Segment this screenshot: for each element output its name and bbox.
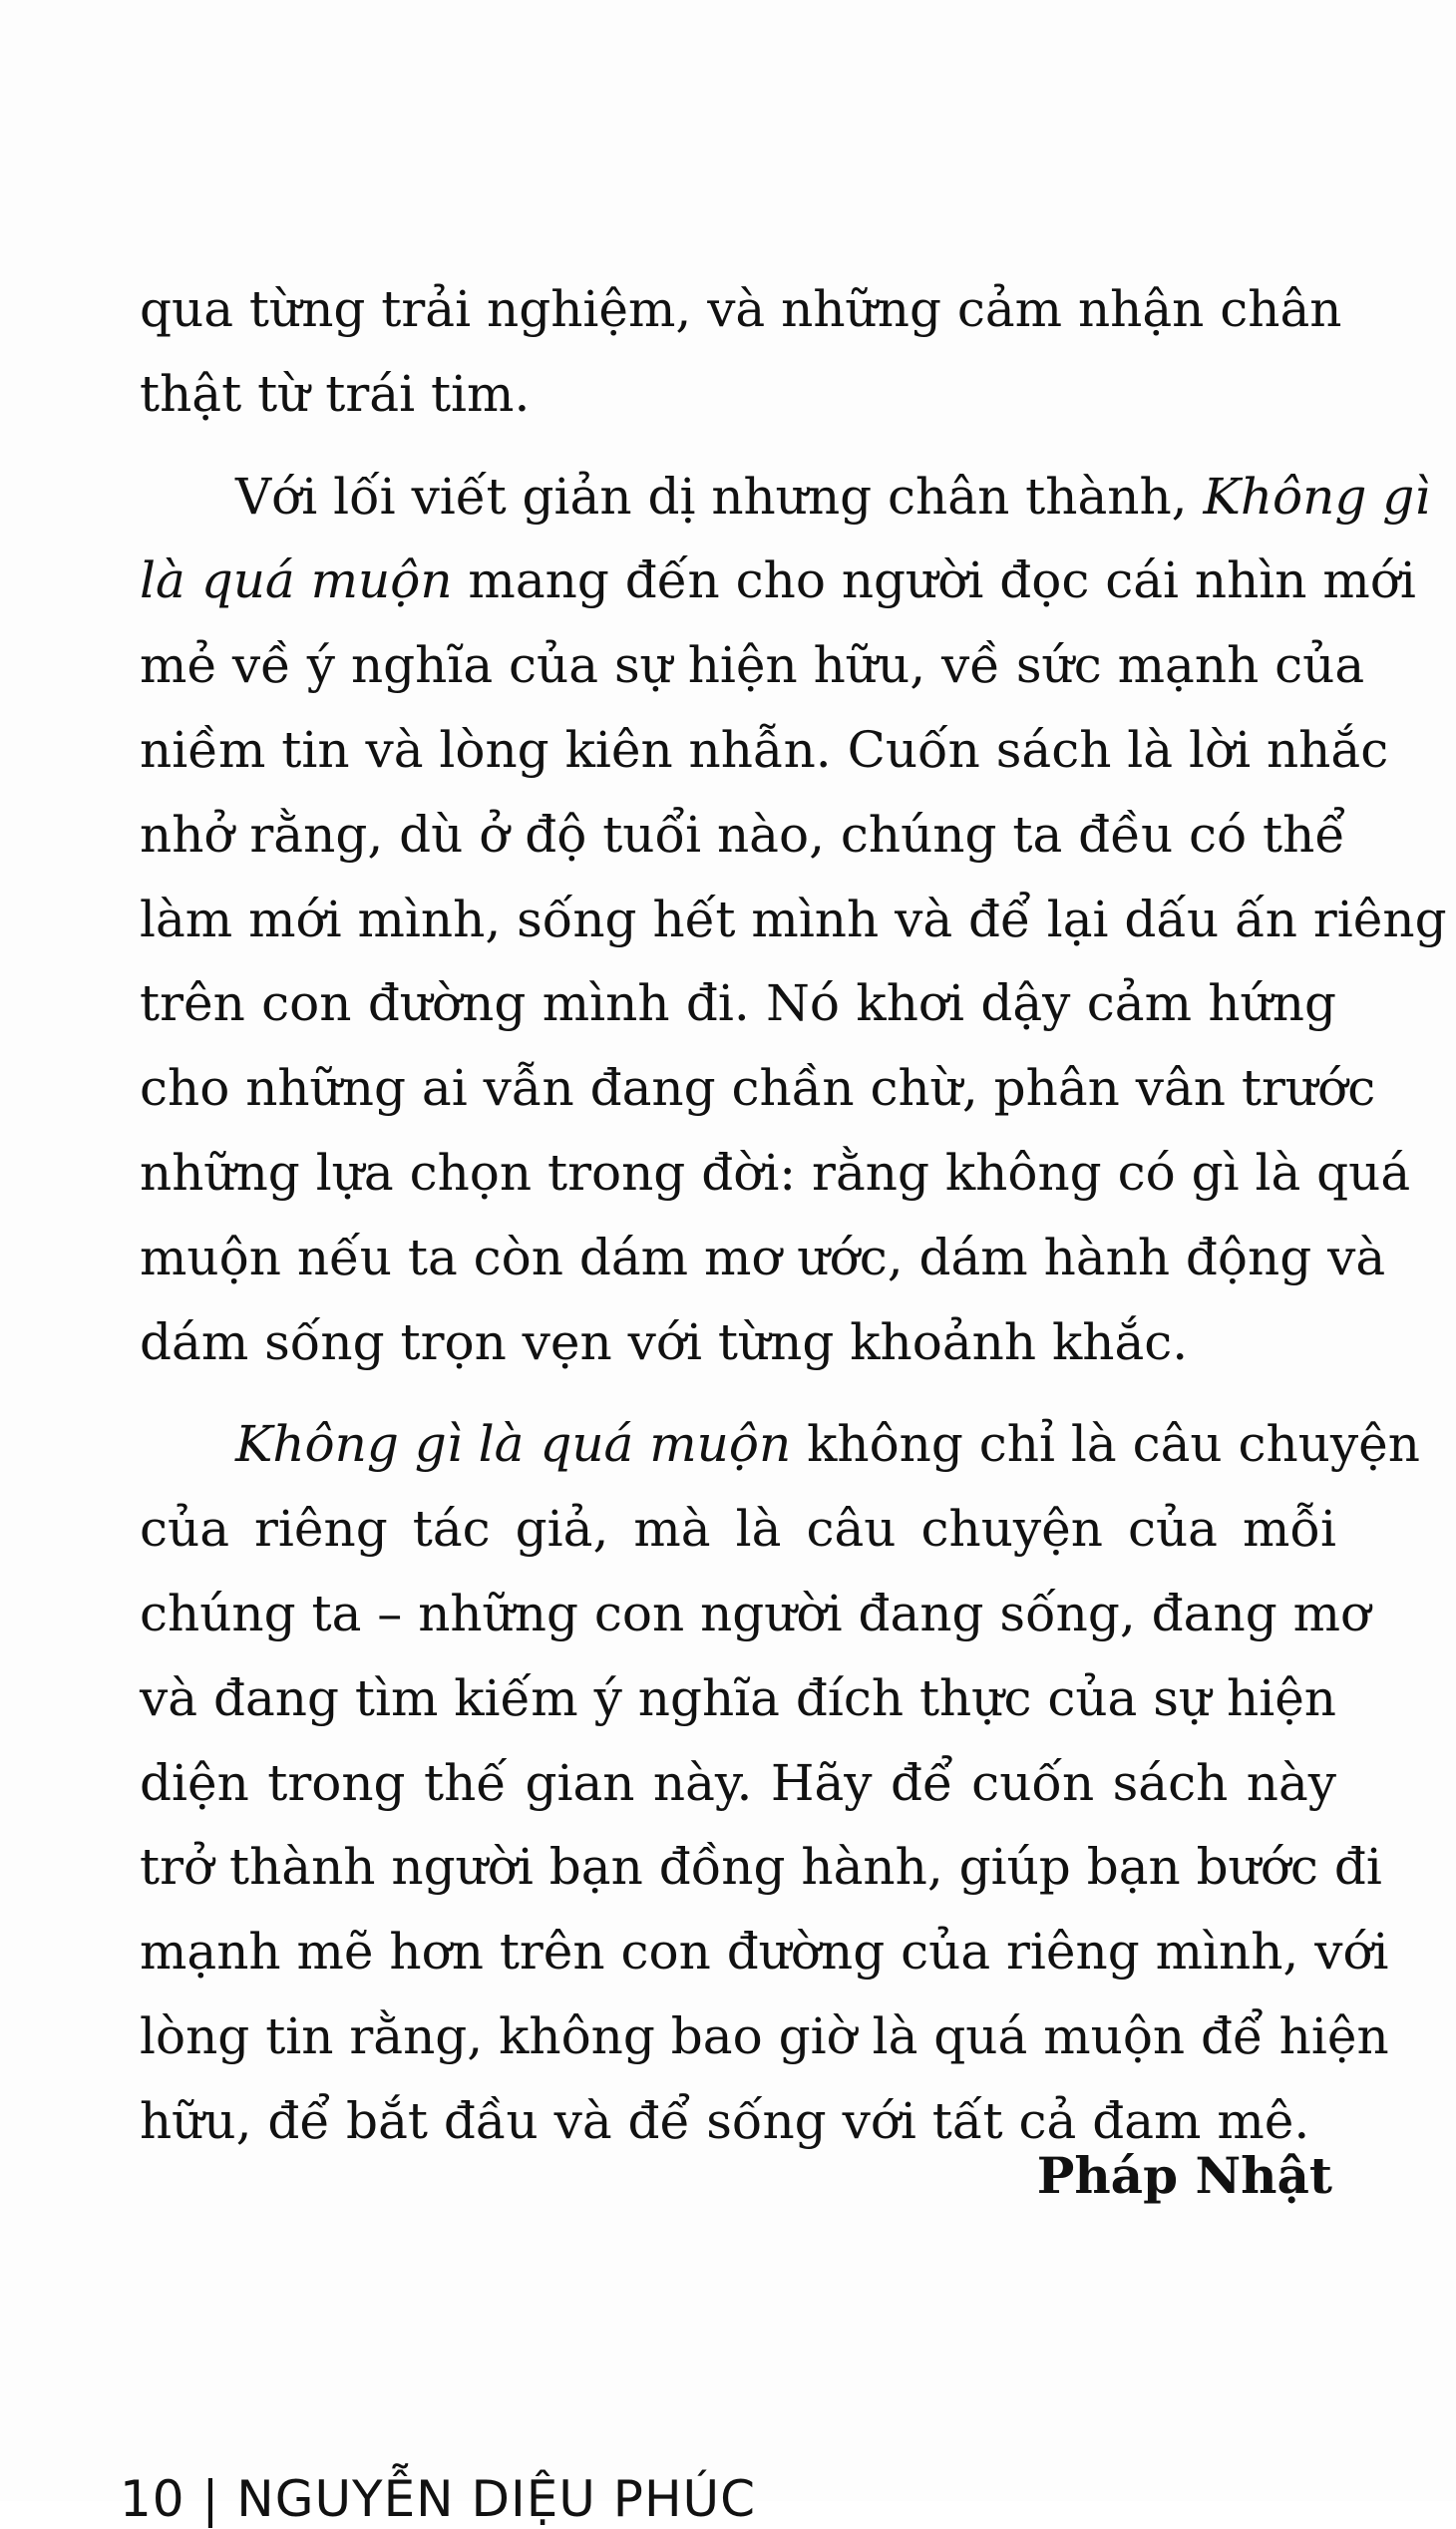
paragraph-spacer (140, 1384, 1336, 1402)
text-line (140, 539, 1416, 623)
text-line: cho những ai vẫn đang chần chừ, phân vân trước (140, 1059, 1376, 1118)
book-title-italic: Không gì (1203, 467, 1431, 526)
text-segment: mang đến cho người đọc cái nhìn mới (452, 551, 1416, 610)
text-line: diện trong thế gian này. Hãy để cuốn sách này (140, 1753, 1336, 1812)
book-title-italic: là quá muộn (140, 551, 453, 610)
text-line: mạnh mẽ hơn trên con đường của riêng mình, với (140, 1923, 1389, 1982)
paragraph-2 (140, 455, 1447, 1385)
page-number: 10 (120, 2470, 185, 2528)
text-segment: Với lối viết giản dị nhưng chân thành, (235, 467, 1204, 526)
text-line: muộn nếu ta còn dám mơ ước, dám hành động và (140, 1228, 1386, 1286)
text-line: qua từng trải nghiệm, và những cảm nhận chân (140, 280, 1342, 338)
author-signature: Pháp Nhật (1036, 2146, 1332, 2205)
text-line: hữu, để bắt đầu và để sống với tất cả đam mê. (140, 2091, 1310, 2150)
book-title-italic: Không gì là quá muộn (235, 1415, 792, 1474)
footer-separator: | (201, 2470, 220, 2528)
text-line: chúng ta – những con người đang sống, đang mơ (140, 1584, 1371, 1642)
text-line: thật từ trái tim. (140, 364, 531, 423)
text-line: trở thành người bạn đồng hành, giúp bạn bước đi (140, 1838, 1382, 1897)
paragraph-1 (140, 267, 1342, 437)
text-line: và đang tìm kiếm ý nghĩa đích thực của sự hiện (140, 1668, 1336, 1727)
text-segment: không chỉ là câu chuyện (791, 1415, 1420, 1474)
text-line: làm mới mình, sống hết mình và để lại dấu ấn riêng (140, 890, 1447, 948)
text-line: trên con đường mình đi. Nó khơi dậy cảm hứng (140, 974, 1336, 1033)
page-footer (120, 2469, 756, 2529)
text-line: những lựa chọn trong đời: rằng không có gì là quá (140, 1143, 1411, 1202)
paragraph-3 (140, 1402, 1420, 2163)
text-line: của riêng tác giả, mà là câu chuyện của mỗi (140, 1500, 1336, 1559)
text-line (140, 1402, 1420, 1487)
text-line: mẻ về ý nghĩa của sự hiện hữu, về sức mạnh của (140, 636, 1365, 695)
footer-author: NGUYỄN DIỆU PHÚC (236, 2470, 757, 2528)
text-line: niềm tin và lòng kiên nhẫn. Cuốn sách là lời nhắc (140, 720, 1389, 779)
text-line: nhở rằng, dù ở độ tuổi nào, chúng ta đều có thể (140, 805, 1346, 864)
text-line (140, 455, 1431, 540)
paragraph-spacer (140, 437, 1336, 455)
body-text (140, 267, 1447, 2164)
text-line: lòng tin rằng, không bao giờ là quá muộn để hiện (140, 2006, 1389, 2065)
text-line: dám sống trọn vẹn với từng khoảnh khắc. (140, 1312, 1189, 1371)
